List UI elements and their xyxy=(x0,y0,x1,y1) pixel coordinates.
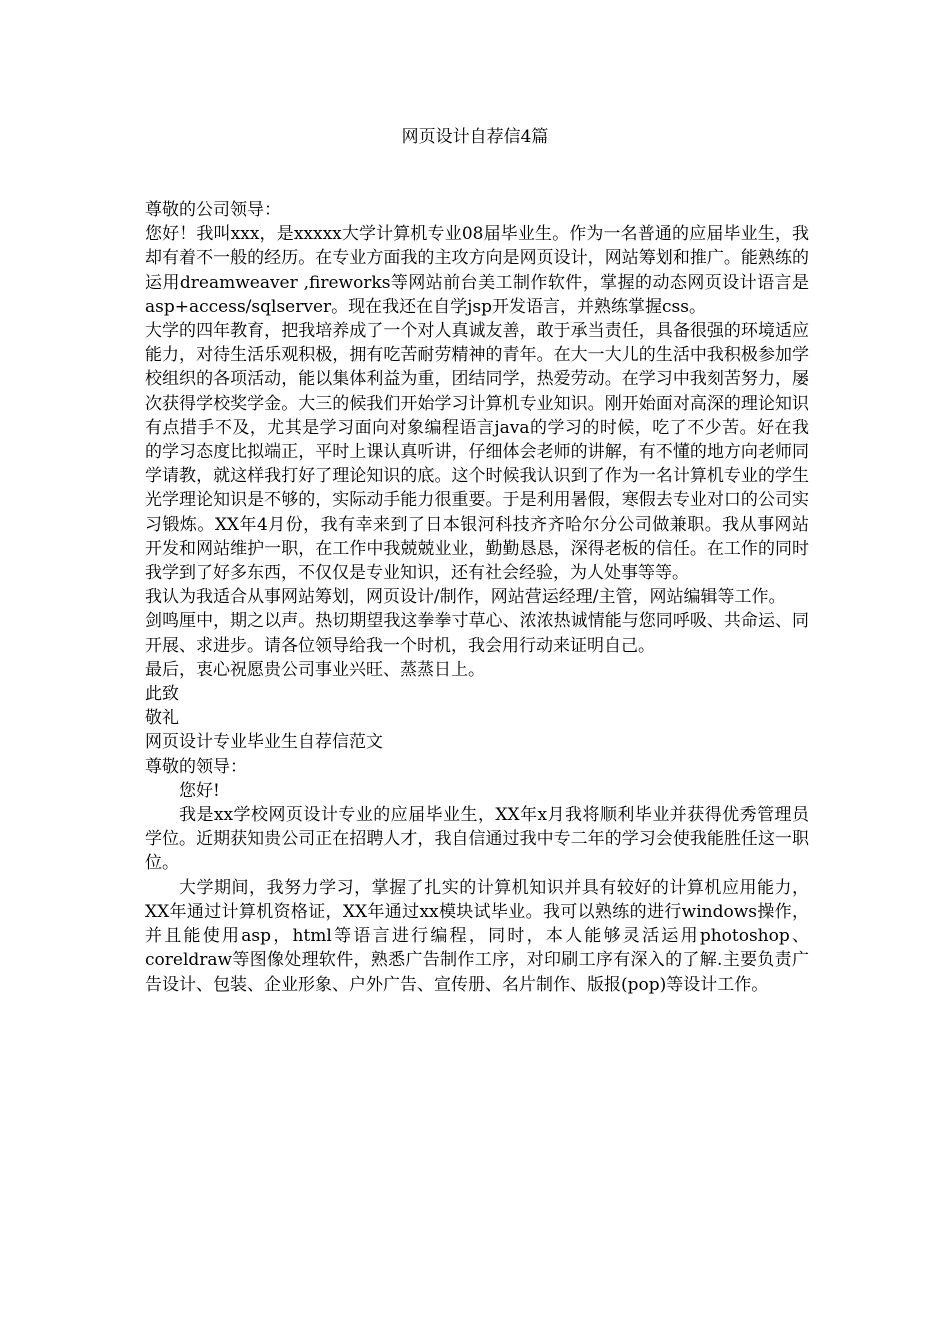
paragraph: 此致 xyxy=(145,684,179,705)
paragraph: 大学期间，我努力学习，掌握了扎实的计算机知识并具有较好的计算机应用能力，XX年通过计算机资格证，XX年通过xx模块试毕业。我可以熟练的进行windows操作，并且能使用asp，html等语言进行编程，同时，本人能够灵活运用photoshop、coreldraw等图像处理软件，熟悉广告制作工序，对印刷工序有深入的了解.主要负责广告设计、包装、企业形象、户外广告、宣传册、名片制作、版报(pop)等设计工作。 xyxy=(145,877,809,995)
document-body xyxy=(145,198,809,997)
paragraph: 您好！我叫xxx，是xxxxx大学计算机专业08届毕业生。作为一名普通的应届毕业生，我却有着不一般的经历。在专业方面我的主攻方向是网页设计，网站筹划和推广。能熟练的运用dreamweaver ,fireworks等网站前台美工制作软件，掌握的动态网页设计语言是asp+access/sqlserver。现在我还在自学jsp开发语言，并熟练掌握css。 xyxy=(145,224,809,317)
document-title: 网页设计自荐信4篇 xyxy=(401,127,549,147)
paragraph: 我认为我适合从事网站筹划，网页设计/制作，网站营运经理/主管，网站编辑等工作。 xyxy=(145,587,786,608)
paragraph: 最后，衷心祝愿贵公司事业兴旺、蒸蒸日上。 xyxy=(145,659,485,680)
paragraph: 剑鸣厘中，期之以声。热切期望我这拳拳寸草心、浓浓热诚情能与您同呼吸、共命运、同开展、求进步。请各位领导给我一个时机，我会用行动来证明自己。 xyxy=(145,611,809,656)
paragraph: 敬礼 xyxy=(145,708,179,729)
paragraph: 大学的四年教育，把我培养成了一个对人真诚友善，敢于承当责任，具备很强的环境适应能力，对待生活乐观积极，拥有吃苦耐劳精神的青年。在大一大儿的生活中我积极参加学校组织的各项活动，能以集体利益为重，团结同学，热爱劳动。在学习中我刻苦努力，屡次获得学校奖学金。大三的候我们开始学习计算机专业知识。刚开始面对高深的理论知识有点措手不及，尤其是学习面向对象编程语言java的学习的时候，吃了不少苦。好在我的学习态度比拟端正，平时上课认真听讲，仔细体会老师的讲解，有不懂的地方向老师同学请教，就这样我打好了理论知识的底。这个时候我认识到了作为一名计算机专业的学生光学理论知识是不够的，实际动手能力很重要。于是利用暑假，寒假去专业对口的公司实习锻炼。XX年4月份，我有幸来到了日本银河科技齐齐哈尔分公司做兼职。我从事网站开发和网站维护一职，在工作中我兢兢业业，勤勤恳恳，深得老板的信任。在工作的同时我学到了好多东西，不仅仅是专业知识，还有社会经验，为人处事等等。 xyxy=(145,321,809,584)
paragraph: 网页设计专业毕业生自荐信范文 xyxy=(145,732,383,753)
paragraph: 尊敬的公司领导： xyxy=(145,200,281,220)
paragraph: 尊敬的领导： xyxy=(145,756,247,777)
paragraph: 我是xx学校网页设计专业的应届毕业生，XX年x月我将顺利毕业并获得优秀管理员学位。近期获知贵公司正在招聘人才，我自信通过我中专二年的学习会使我能胜任这一职位。 xyxy=(145,805,809,874)
paragraph: 您好! xyxy=(179,780,220,801)
